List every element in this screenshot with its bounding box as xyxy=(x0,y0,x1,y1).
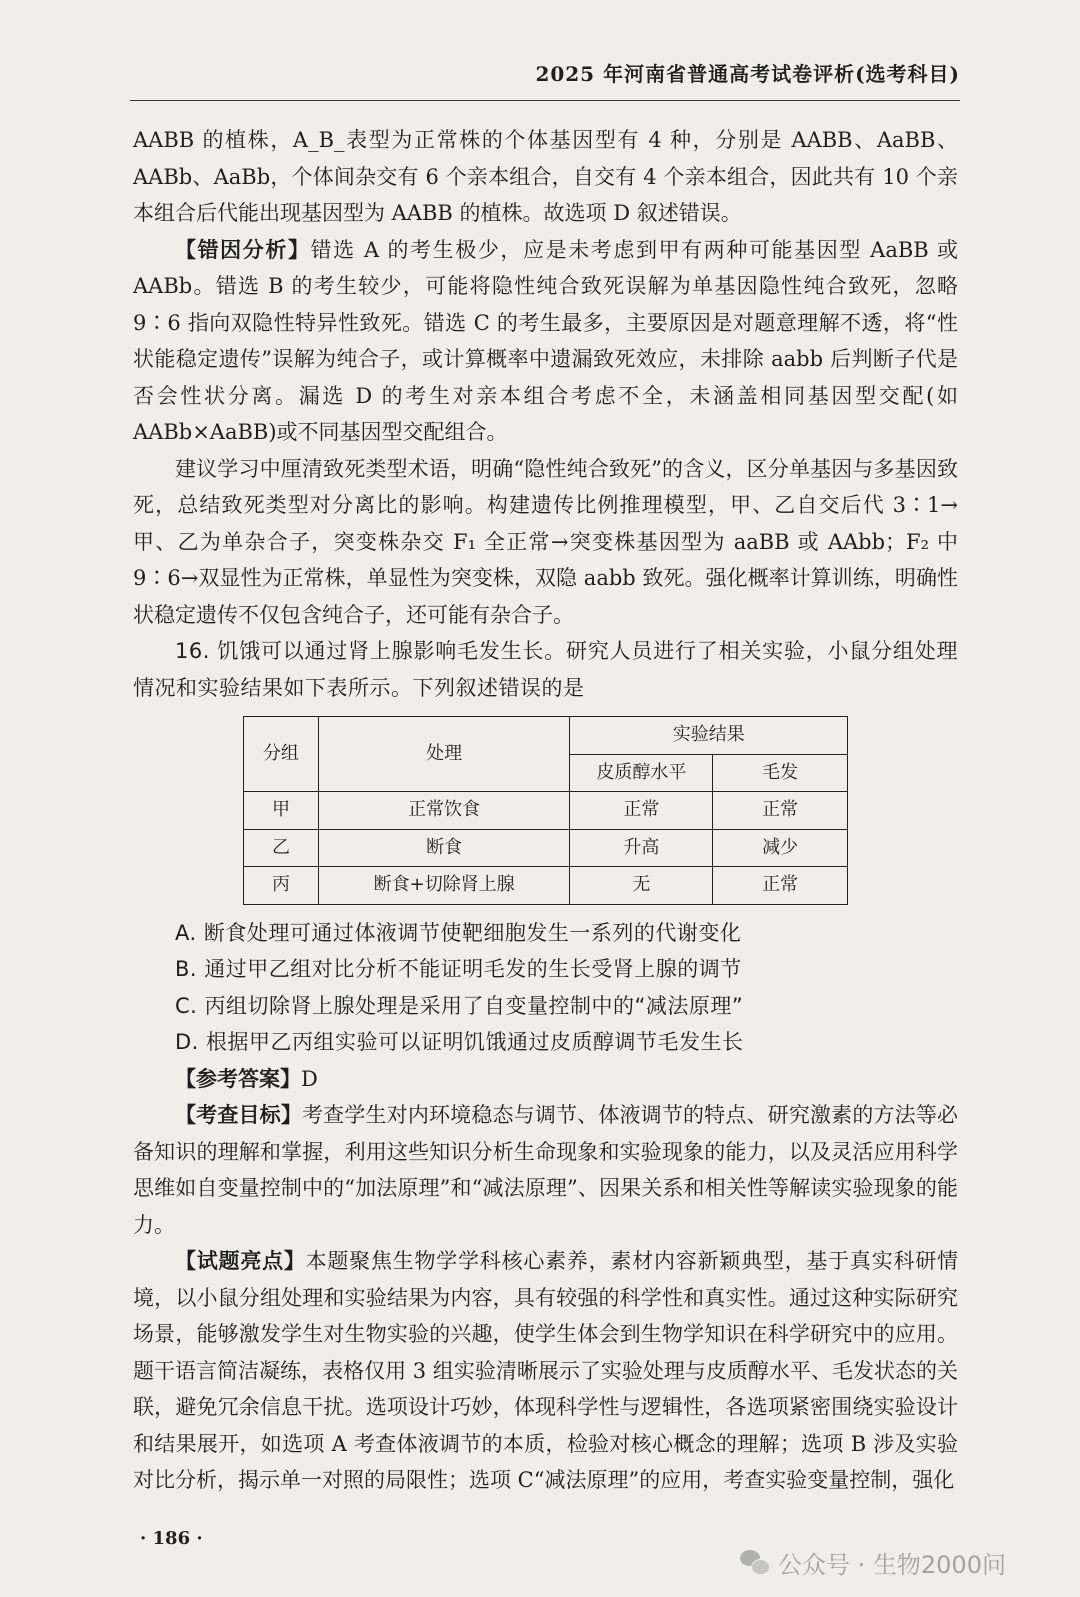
paragraph-error-analysis xyxy=(133,232,958,451)
cell-hair: 正常 xyxy=(713,867,848,905)
option-b: B. 通过甲乙组对比分析不能证明毛发的生长受肾上腺的调节 xyxy=(175,957,742,981)
question-stem: 16. 饥饿可以通过肾上腺影响毛发生长。研究人员进行了相关实验，小鼠分组处理情况和实验结果如下表所示。下列叙述错误的是 xyxy=(133,639,958,700)
cell-cortisol: 正常 xyxy=(570,792,713,830)
paragraph-highlight xyxy=(133,1243,958,1499)
cell-cortisol: 无 xyxy=(570,867,713,905)
paragraph-answer xyxy=(133,1061,958,1098)
cell-hair: 减少 xyxy=(713,829,848,867)
watermark xyxy=(740,1545,1006,1580)
cell-group: 甲 xyxy=(244,792,319,830)
goal-label: 【考查目标】 xyxy=(175,1103,302,1127)
error-analysis-text: 错选 A 的考生极少，应是未考虑到甲有两种可能基因型 AaBB 或 AABb。错选 B 的考生较少，可能将隐性纯合致死误解为单基因隐性纯合致死，忽略 9∶6 指向双隐性特异性致死。错选 C 的考生最多，主要原因是对题意理解不透，将“性状能稳定遗传”误解为纯合子，或计算概率中遗漏致死效应，未排除 aabb 后判断子代是否会性状分离。漏选 D 的考生对亲本组合考虑不全，未涵盖相同基因型交配(如 AABb×AaBB)或不同基因型交配组合。 xyxy=(133,237,958,444)
header-rule xyxy=(130,100,960,101)
cell-hair: 正常 xyxy=(713,792,848,830)
table-row xyxy=(244,829,848,867)
results-table xyxy=(243,716,848,905)
cell-treatment: 断食+切除肾上腺 xyxy=(318,867,570,905)
goal-text: 考查学生对内环境稳态与调节、体液调节的特点、研究激素的方法等必备知识的理解和掌握，利用这些知识分析生命现象和实验现象的能力，以及灵活应用科学思维如自变量控制中的“加法原理”和“减法原理”、因果关系和相关性等解读实验现象的能力。 xyxy=(133,1103,958,1237)
table-head-results: 实验结果 xyxy=(570,717,848,755)
option-a: A. 断食处理可通过体液调节使靶细胞发生一系列的代谢变化 xyxy=(175,920,742,945)
cell-treatment: 断食 xyxy=(318,829,570,867)
table-head-cortisol: 皮质醇水平 xyxy=(570,754,713,792)
watermark-text: 公众号 · 生物2000问 xyxy=(778,1551,1006,1579)
option-d: D. 根据甲乙丙组实验可以证明饥饿通过皮质醇调节毛发生长 xyxy=(175,1030,744,1054)
running-header: 2025 年河南省普通高考试卷评析(选考科目) xyxy=(535,62,960,86)
table-head-group: 分组 xyxy=(244,717,319,792)
cell-group: 乙 xyxy=(244,829,319,867)
page-number: · 186 · xyxy=(140,1528,203,1549)
paragraph-continued: AABB 的植株，A_B_表型为正常株的个体基因型有 4 种，分别是 AABB、AaBB、AABb、AaBb，个体间杂交有 6 个亲本组合，自交有 4 个亲本组合，因此共有 10 个亲本组合后代能出现基因型为 AABB 的植株。故选项 D 叙述错误。 xyxy=(133,128,958,225)
table-head-treatment: 处理 xyxy=(318,717,570,792)
answer-label: 【参考答案】 xyxy=(175,1066,301,1091)
cell-treatment: 正常饮食 xyxy=(318,792,570,830)
paragraph-goal xyxy=(133,1097,958,1243)
wechat-icon xyxy=(740,1550,770,1576)
answer-value: D xyxy=(301,1066,318,1091)
table-row xyxy=(244,867,848,905)
table-row xyxy=(244,792,848,830)
table-head-hair: 毛发 xyxy=(713,754,848,792)
cell-cortisol: 升高 xyxy=(570,829,713,867)
cell-group: 丙 xyxy=(244,867,319,905)
paragraph-suggestion: 建议学习中厘清致死类型术语，明确“隐性纯合致死”的含义，区分单基因与多基因致死，总结致死类型对分离比的影响。构建遗传比例推理模型，甲、乙自交后代 3∶1→甲、乙为单杂合子，突变株杂交 F₁ 全正常→突变株基因型为 aaBB 或 AAbb；F₂ 中 9∶6→双显性为正常株，单显性为突变株，双隐 aabb 致死。强化概率计算训练，明确性状稳定遗传不仅包含纯合子，还可能有杂合子。 xyxy=(133,456,958,627)
document-body xyxy=(133,122,958,1499)
highlight-label: 【试题亮点】 xyxy=(175,1249,306,1273)
results-table-wrap xyxy=(243,716,958,905)
option-c: C. 丙组切除肾上腺处理是采用了自变量控制中的“减法原理” xyxy=(175,993,744,1018)
highlight-text: 本题聚焦生物学学科核心素养，素材内容新颖典型，基于真实科研情境，以小鼠分组处理和实验结果为内容，具有较强的科学性和真实性。通过这种实际研究场景，能够激发学生对生物实验的兴趣，使学生体会到生物学知识在科学研究中的应用。题干语言简洁凝练，表格仅用 3 组实验清晰展示了实验处理与皮质醇水平、毛发状态的关联，避免冗余信息干扰。选项设计巧妙，体现科学性与逻辑性，各选项紧密围绕实验设计和结果展开，如选项 A 考查体液调节的本质，检验对核心概念的理解；选项 B 涉及实验对比分析，揭示单一对照的局限性；选项 C“减法原理”的应用，考查实验变量控制，强化 xyxy=(133,1249,959,1492)
error-analysis-label: 【错因分析】 xyxy=(175,237,311,262)
